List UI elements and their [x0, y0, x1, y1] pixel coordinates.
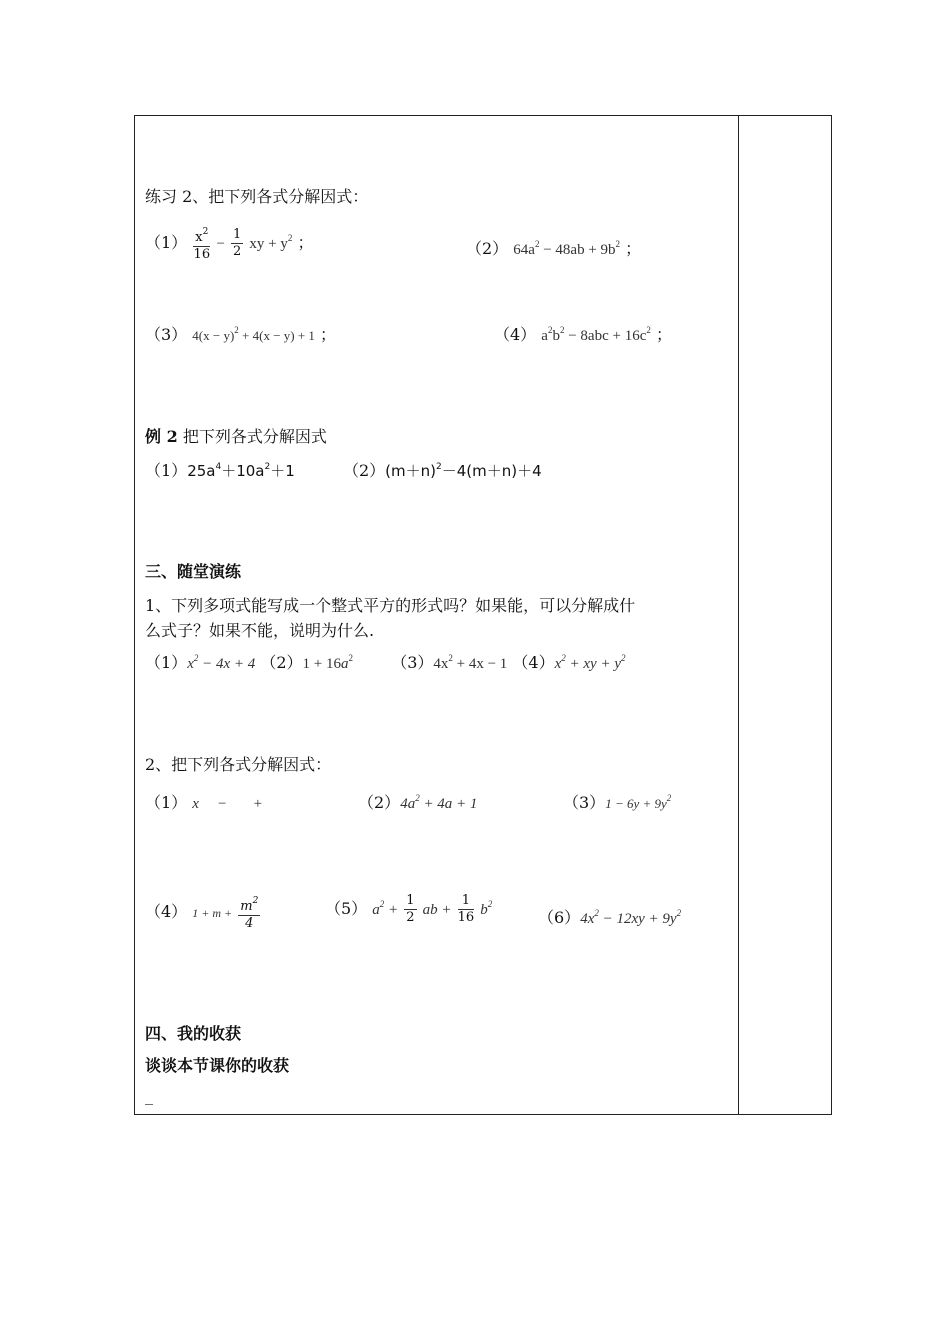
- section-4-subheading: 谈谈本节课你的收获: [145, 1056, 290, 1075]
- fraction: $\frac{1}{16}$: [457, 893, 475, 925]
- answer-blank[interactable]: _: [145, 1086, 153, 1105]
- fraction: $\frac{1}{2}$: [233, 227, 242, 259]
- fraction: $\frac{x^2}{16}$: [193, 224, 210, 263]
- fraction: $\frac{m^2}{4}$: [238, 893, 260, 932]
- example-2-problems: $(1)25a^4+10a^2+1$ $(2)(m+n)^2-4(m+n)+4$: [145, 461, 542, 480]
- question-2-problem-1: （1） x − +: [145, 793, 263, 812]
- question-2-problem-2: $(2)4a^2 + 4a + 1$: [358, 793, 478, 812]
- exercise-2-problem-2: （2） $64a^2 - 48ab + 9b^2$ ；: [466, 239, 642, 258]
- question-1-line-2: 么式子？如果不能，说明为什么.: [145, 621, 375, 640]
- exercise-2-problem-1: （1） $\frac{x^2}{16}$ − $\frac{1}{2}$ xy + $y^2$ ；: [145, 224, 313, 263]
- question-2-heading: 2、把下列各式分解因式：: [145, 755, 332, 774]
- section-3-heading: 三、随堂演练: [145, 562, 242, 581]
- exercise-2-heading: 练习 2、把下列各式分解因式：: [145, 187, 369, 206]
- question-2-problem-3: $(3)1 - 6y + 9y^2$: [563, 793, 672, 812]
- question-1-problems: $(1)x^2 - 4x + 4$ $(2)1 + 16a^2$ $(3)4x^2 + 4x - 1$ $(4)x^2$ + xy + $y^2$: [145, 653, 626, 672]
- exercise-2-problem-4: （4） $a^2b^2 - 8abc + 16c^2$ ；: [494, 325, 672, 344]
- exercise-2-problem-3: （3） $4(x - y)^2 + 4(x - y) + 1$ ；: [145, 325, 337, 344]
- question-1-line-1: 1、下列多项式能写成一个整式平方的形式吗？如果能，可以分解成什: [145, 596, 636, 615]
- question-2-problem-5: （5） $a^2$ + $\frac{1}{2}$ ab + $\frac{1}{16}$ $b^2$: [325, 893, 493, 925]
- question-2-problem-6: $(6)4x^2 - 12xy + 9y^2$: [538, 908, 682, 927]
- column-divider: [738, 116, 739, 1114]
- question-2-problem-4: （4） 1 + m + $\frac{m^2}{4}$: [145, 893, 261, 932]
- example-2-title: 例 2 把下列各式分解因式: [145, 427, 327, 446]
- section-4-heading: 四、我的收获: [145, 1024, 242, 1043]
- fraction: $\frac{1}{2}$: [406, 893, 415, 925]
